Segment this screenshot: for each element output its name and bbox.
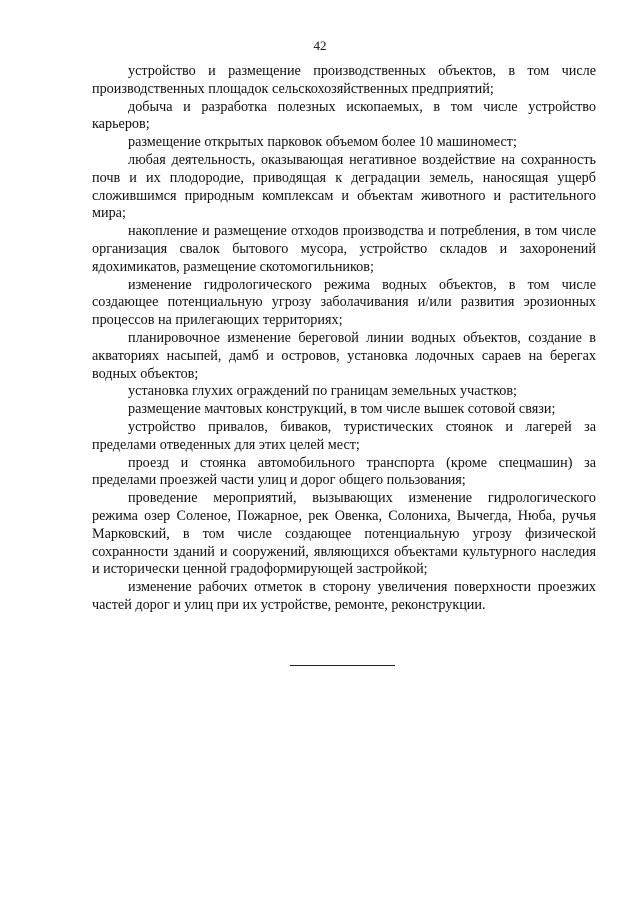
paragraph: устройство и размещение производственных объектов, в том числе производственных площадок сельскохозяйственных предприятий; (92, 63, 596, 97)
page-number: 42 (313, 38, 327, 53)
paragraph: любая деятельность, оказывающая негативное воздействие на сохранность почв и их плодородие, приводящая к деградации земель, наносящая ущерб сложившимся природным комплексам и объектам животного и растительного мира; (92, 151, 596, 222)
paragraph: размещение мачтовых конструкций, в том числе вышек сотовой связи; (128, 401, 556, 418)
paragraph: проезд и стоянка автомобильного транспорта (кроме спецмашин) за пределами проезжей части улиц и дорог общего пользования; (92, 454, 596, 489)
paragraph: устройство привалов, биваков, туристических стоянок и лагерей за пределами отведенных для этих целей мест; (92, 418, 596, 453)
paragraph: добыча и разработка полезных ископаемых, в том числе устройство карьеров; (92, 98, 596, 133)
paragraph: проведение мероприятий, вызывающих изменение гидрологического режима озер Соленое, Пожарное, рек Овенка, Солониха, Вычегда, Нюба, ручья Марковский, в том числе создающее потенциальную угрозу физической сохранности зданий и сооружений, являющихся объектами культурного наследия и исторически ценной градоформирующей застройкой; (92, 490, 596, 578)
paragraph: изменение гидрологического режима водных объектов, в том числе создающее потенциальную угрозу заболачивания и/или развития эрозионных процессов на прилегающих территориях; (92, 276, 596, 329)
paragraph: размещение открытых парковок объемом более 10 машиномест; (128, 134, 517, 151)
paragraph: установка глухих ограждений по границам земельных участков; (128, 383, 517, 400)
paragraph: планировочное изменение береговой линии водных объектов, создание в акваториях насыпей, дамб и островов, установка лодочных сараев на берегах водных объектов; (92, 329, 596, 382)
end-divider (290, 665, 395, 666)
document-body (92, 63, 596, 615)
paragraph: накопление и размещение отходов производства и потребления, в том числе организация свалок бытового мусора, устройство складов и захоронений ядохимикатов, размещение скотомогильников; (92, 223, 596, 275)
paragraph: изменение рабочих отметок в сторону увеличения поверхности проезжих частей дорог и улиц при их устройстве, ремонте, реконструкции. (92, 579, 596, 613)
